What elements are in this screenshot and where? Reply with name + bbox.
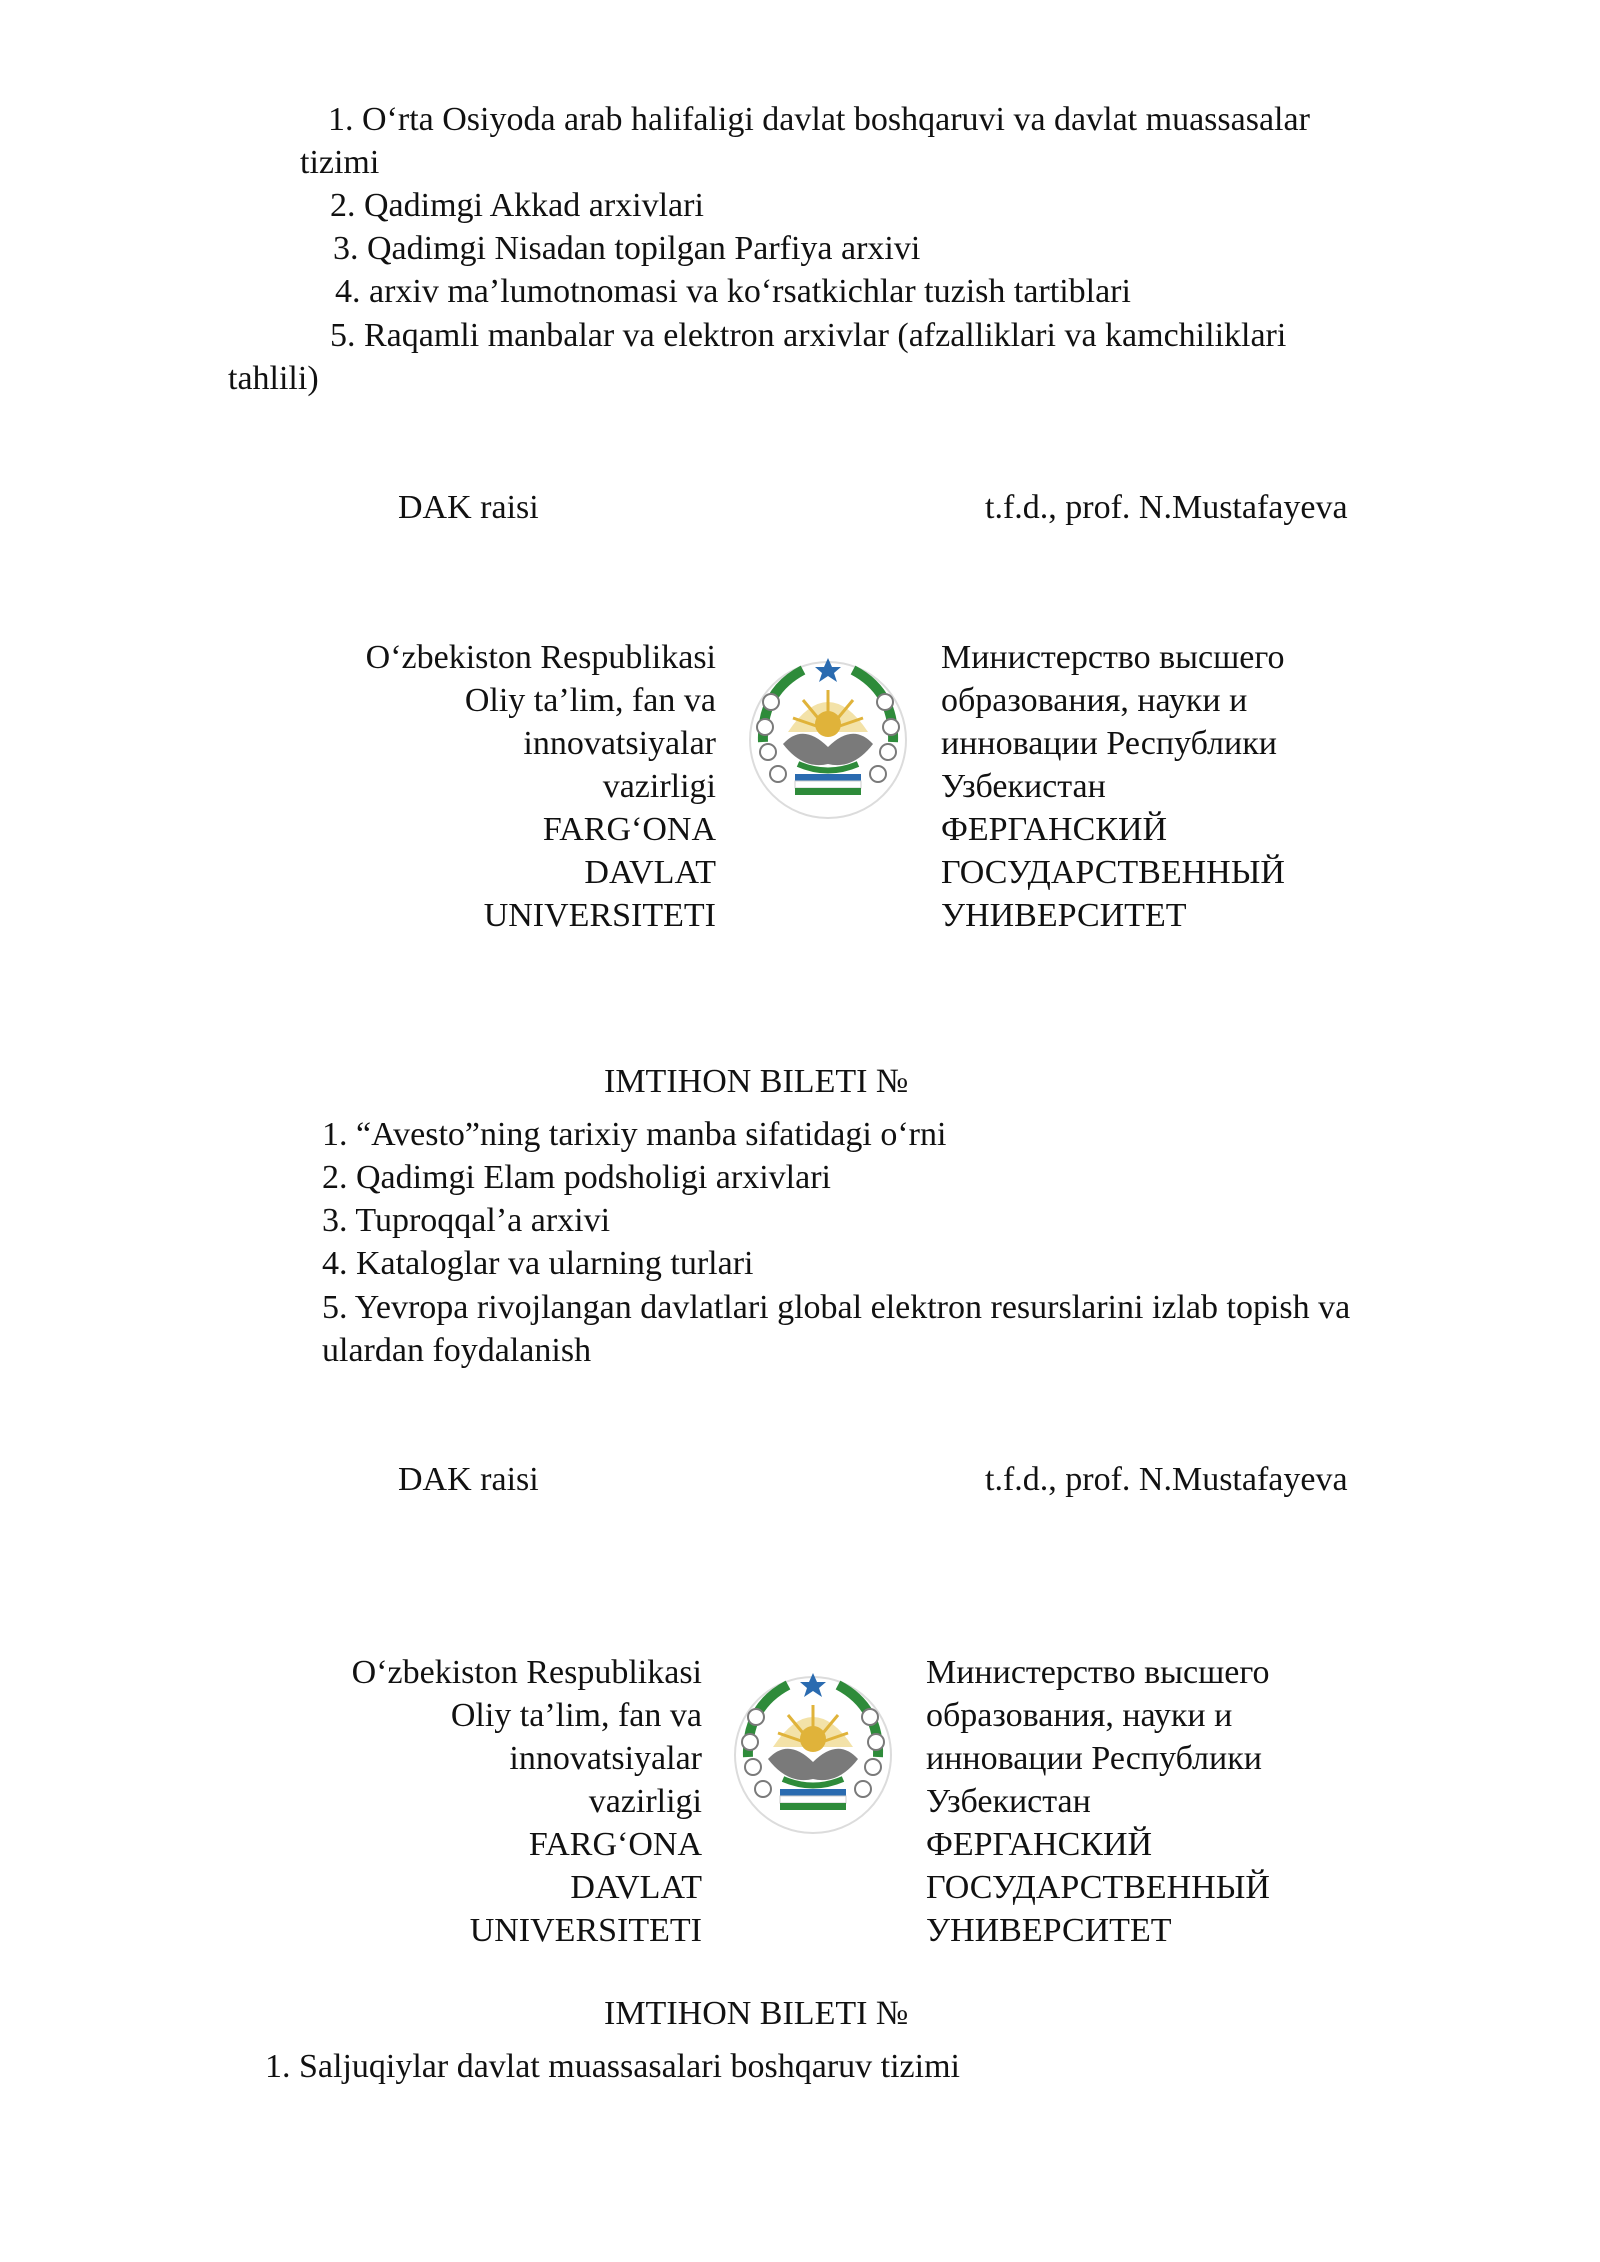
header-left-line: O‘zbekiston Respublikasi xyxy=(351,1654,702,1691)
question-2-3: 3. Tuproqqal’a arxivi xyxy=(322,1202,611,1239)
header-right-line: образования, науки и xyxy=(926,1697,1233,1734)
header-left-line: DAVLAT xyxy=(570,1869,702,1906)
header-right-line: Узбекистан xyxy=(941,768,1106,805)
header-left-line: FARG‘ONA xyxy=(528,1826,702,1863)
question-1-4: 4. arxiv ma’lumotnomasi va ko‘rsatkichlar tuzish tartiblari xyxy=(335,273,1131,310)
header-left-line: innovatsiyalar xyxy=(523,725,716,762)
header-left-uzbek xyxy=(352,1651,702,1952)
question-2-5-line2: ulardan foydalanish xyxy=(322,1332,592,1369)
signature-name: t.f.d., prof. N.Mustafayeva xyxy=(985,489,1348,526)
header-right-line: Узбекистан xyxy=(926,1783,1091,1820)
question-2-4: 4. Kataloglar va ularning turlari xyxy=(322,1245,754,1282)
signature-role: DAK raisi xyxy=(398,1461,539,1498)
signature-name: t.f.d., prof. N.Mustafayeva xyxy=(985,1461,1348,1498)
question-2-2: 2. Qadimgi Elam podsholigi arxivlari xyxy=(322,1159,831,1196)
question-1-1-line1: 1. O‘rta Osiyoda arab halifaligi davlat boshqaruvi va davlat muassasalar xyxy=(328,101,1310,138)
header-right-line: Министерство высшего xyxy=(926,1654,1270,1691)
header-right-russian xyxy=(926,1651,1270,1952)
state-emblem-icon xyxy=(728,1667,898,1837)
header-right-line: ФЕРГАНСКИЙ xyxy=(941,811,1168,848)
question-1-5-line1: 5. Raqamli manbalar va elektron arxivlar (afzalliklari va kamchiliklari xyxy=(330,317,1287,354)
header-right-line: УНИВЕРСИТЕТ xyxy=(941,897,1187,934)
header-left-line: innovatsiyalar xyxy=(509,1740,702,1777)
question-1-2: 2. Qadimgi Akkad arxivlari xyxy=(330,187,704,224)
header-left-line: UNIVERSITETI xyxy=(483,897,716,934)
header-left-line: Oliy ta’lim, fan va xyxy=(464,682,716,719)
question-1-1-line2: tizimi xyxy=(300,144,380,181)
question-2-1: 1. “Avesto”ning tarixiy manba sifatidagi o‘rni xyxy=(322,1116,947,1153)
header-left-line: UNIVERSITETI xyxy=(469,1912,702,1949)
state-emblem-icon xyxy=(743,652,913,822)
question-3-1: 1. Saljuqiylar davlat muassasalari boshqaruv tizimi xyxy=(265,2048,960,2085)
signature-role: DAK raisi xyxy=(398,489,539,526)
header-left-line: vazirligi xyxy=(588,1783,702,1820)
header-right-line: Министерство высшего xyxy=(941,639,1285,676)
header-right-line: ГОСУДАРСТВЕННЫЙ xyxy=(941,854,1285,891)
question-2-5-line1: 5. Yevropa rivojlangan davlatlari global elektron resurslarini izlab topish va xyxy=(322,1289,1351,1326)
header-left-line: O‘zbekiston Respublikasi xyxy=(365,639,716,676)
header-right-russian xyxy=(941,636,1285,937)
ticket-title: IMTIHON BILETI № xyxy=(604,1995,909,2032)
header-left-uzbek xyxy=(366,636,716,937)
ticket-title: IMTIHON BILETI № xyxy=(604,1063,909,1100)
header-right-line: образования, науки и xyxy=(941,682,1248,719)
header-left-line: vazirligi xyxy=(602,768,716,805)
header-right-line: ФЕРГАНСКИЙ xyxy=(926,1826,1153,1863)
header-right-line: ГОСУДАРСТВЕННЫЙ xyxy=(926,1869,1270,1906)
question-1-5-line2: tahlili) xyxy=(228,360,319,397)
header-left-line: Oliy ta’lim, fan va xyxy=(450,1697,702,1734)
header-left-line: FARG‘ONA xyxy=(542,811,716,848)
header-right-line: УНИВЕРСИТЕТ xyxy=(926,1912,1172,1949)
header-right-line: инновации Республики xyxy=(926,1740,1262,1777)
header-right-line: инновации Республики xyxy=(941,725,1277,762)
question-1-3: 3. Qadimgi Nisadan topilgan Parfiya arxivi xyxy=(333,230,921,267)
header-left-line: DAVLAT xyxy=(584,854,716,891)
